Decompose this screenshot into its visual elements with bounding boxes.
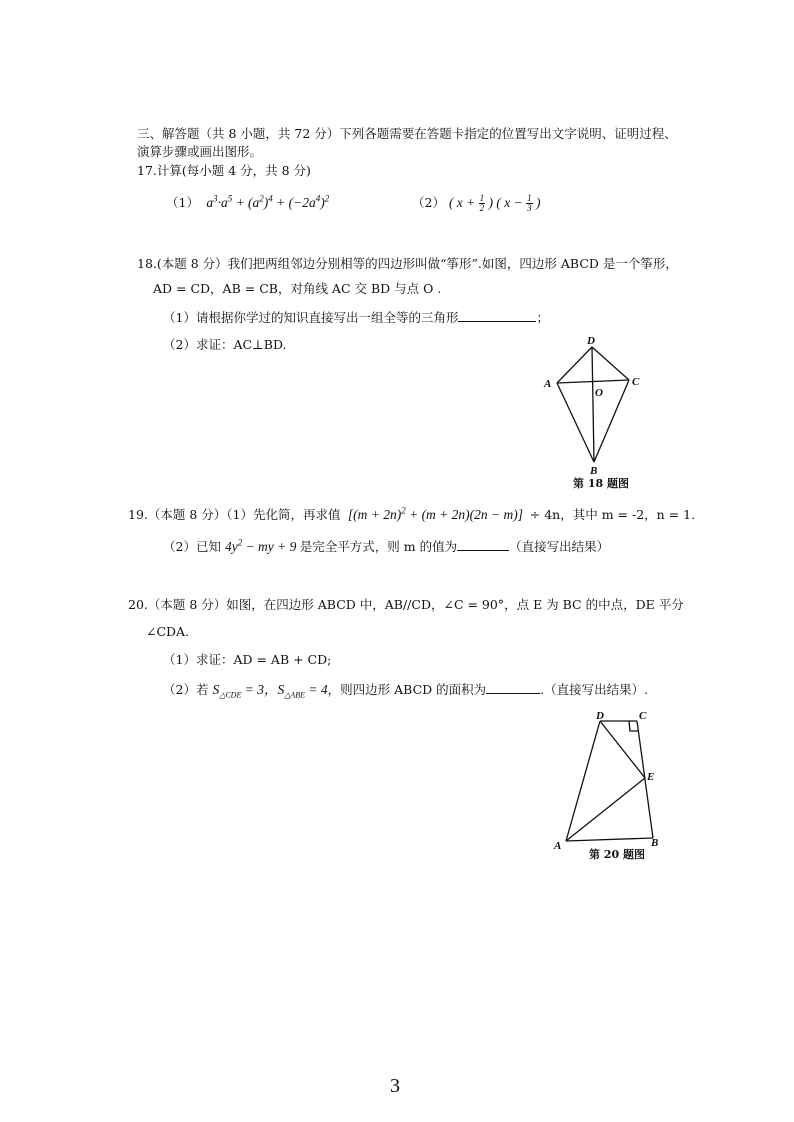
- segment-dc: [592, 347, 629, 380]
- q20-intro: 20.（本题 8 分）如图，在四边形 ABCD 中，AB//CD，∠C = 90°，点 E 为 BC 的中点，DE 平分: [128, 597, 684, 612]
- label-c: C: [632, 376, 640, 388]
- label-d: D: [587, 335, 595, 347]
- segment-cb: [594, 380, 629, 462]
- label-b: B: [590, 465, 598, 477]
- q20-part2: [163, 680, 648, 699]
- q18-intro: 18.(本题 8 分）我们把两组邻边分别相等的四边形叫做“筝形”.如图，四边形 ABCD 是一个筝形，: [137, 256, 678, 271]
- label-e: E: [647, 771, 655, 783]
- label-b: B: [651, 837, 659, 849]
- q20-intro-cont: ∠CDA.: [146, 624, 190, 639]
- q17-part1-expression: $a^3\cdot a^5 + (a^2)^4 + (-2a^4)^2$: [202, 193, 330, 210]
- segment-cb: [637, 721, 653, 838]
- q20-part2-prefix: （2）若: [163, 682, 209, 697]
- q19-part2-end: （直接写出结果）: [509, 539, 610, 554]
- q19-part2-mid: 是完全平方式，则 m 的值为: [299, 539, 458, 554]
- label-c: C: [639, 710, 647, 722]
- q20-answer-blank: [486, 680, 540, 694]
- label-d: D: [596, 710, 604, 722]
- q17-part1-label: （1）: [166, 195, 199, 210]
- q20-part2-end: .（直接写出结果）.: [540, 682, 649, 697]
- q17-title: 17.计算(每小题 4 分，共 8 分): [137, 163, 311, 178]
- segment-da: [566, 721, 600, 841]
- q19-part2: [163, 537, 609, 556]
- right-angle-mark: [629, 721, 638, 731]
- q18-part1-end: ；: [536, 310, 549, 325]
- label-o: O: [595, 387, 603, 399]
- q19-answer-blank: [457, 537, 509, 551]
- q19-part1-suffix: ÷ 4n，其中 m = -2，n = 1.: [529, 507, 696, 522]
- q20-areas-expression: $S_{\triangle CDE} = 3$，$S_{\triangle ABE} = 4$: [212, 682, 328, 700]
- q19-expression: $[(m + 2n)^2 + (m + 2n)(2n - m)]$: [344, 505, 530, 522]
- q20-part2-mid: ，则四边形 ABCD 的面积为: [327, 682, 487, 697]
- segment-da: [557, 347, 592, 383]
- segment-ab: [557, 383, 594, 462]
- q18-part1: [163, 308, 549, 327]
- q17-part2: [412, 194, 541, 213]
- section-heading-cont: 演算步骤或画出图形。: [137, 144, 263, 159]
- q20-part1: （1）求证：AD = AB + CD;: [163, 652, 332, 667]
- q19-part1: [128, 506, 695, 524]
- q19-part2-prefix: （2）已知: [163, 539, 221, 554]
- q19-part1-prefix: 19.（本题 8 分）（1）先化简，再求值: [128, 507, 341, 522]
- label-a: A: [554, 840, 562, 852]
- segment-de: [600, 721, 645, 778]
- segment-ab: [566, 838, 653, 841]
- q19-part2-expression: $4y^2$ − my + 9: [224, 537, 300, 554]
- q18-given: AD = CD，AB = CB，对角线 AC 交 BD 与点 O .: [153, 281, 442, 296]
- q17-part2-label: （2）: [412, 195, 445, 210]
- q18-figure-caption: 第 18 题图: [573, 477, 629, 490]
- section-heading: 三、解答题（共 8 小题，共 72 分）下列各题需要在答题卡指定的位置写出文字说明、证明过程、: [137, 126, 677, 141]
- segment-ae: [566, 778, 645, 841]
- q18-part1-text: （1）请根据你学过的知识直接写出一组全等的三角形: [163, 310, 459, 325]
- q20-figure-caption: 第 20 题图: [589, 848, 645, 861]
- page-number: 3: [390, 1075, 400, 1097]
- q18-answer-blank: [458, 308, 536, 322]
- segment-db: [592, 347, 594, 462]
- q18-part2: （2）求证：AC⊥BD.: [163, 337, 287, 352]
- q17-part2-expression: ( x + $\frac{1}{2}$ ) ( x − $\frac{1}{3}$ ): [448, 193, 541, 214]
- q17-part1: [166, 194, 329, 212]
- label-a: A: [544, 378, 552, 390]
- segment-ac: [557, 380, 629, 383]
